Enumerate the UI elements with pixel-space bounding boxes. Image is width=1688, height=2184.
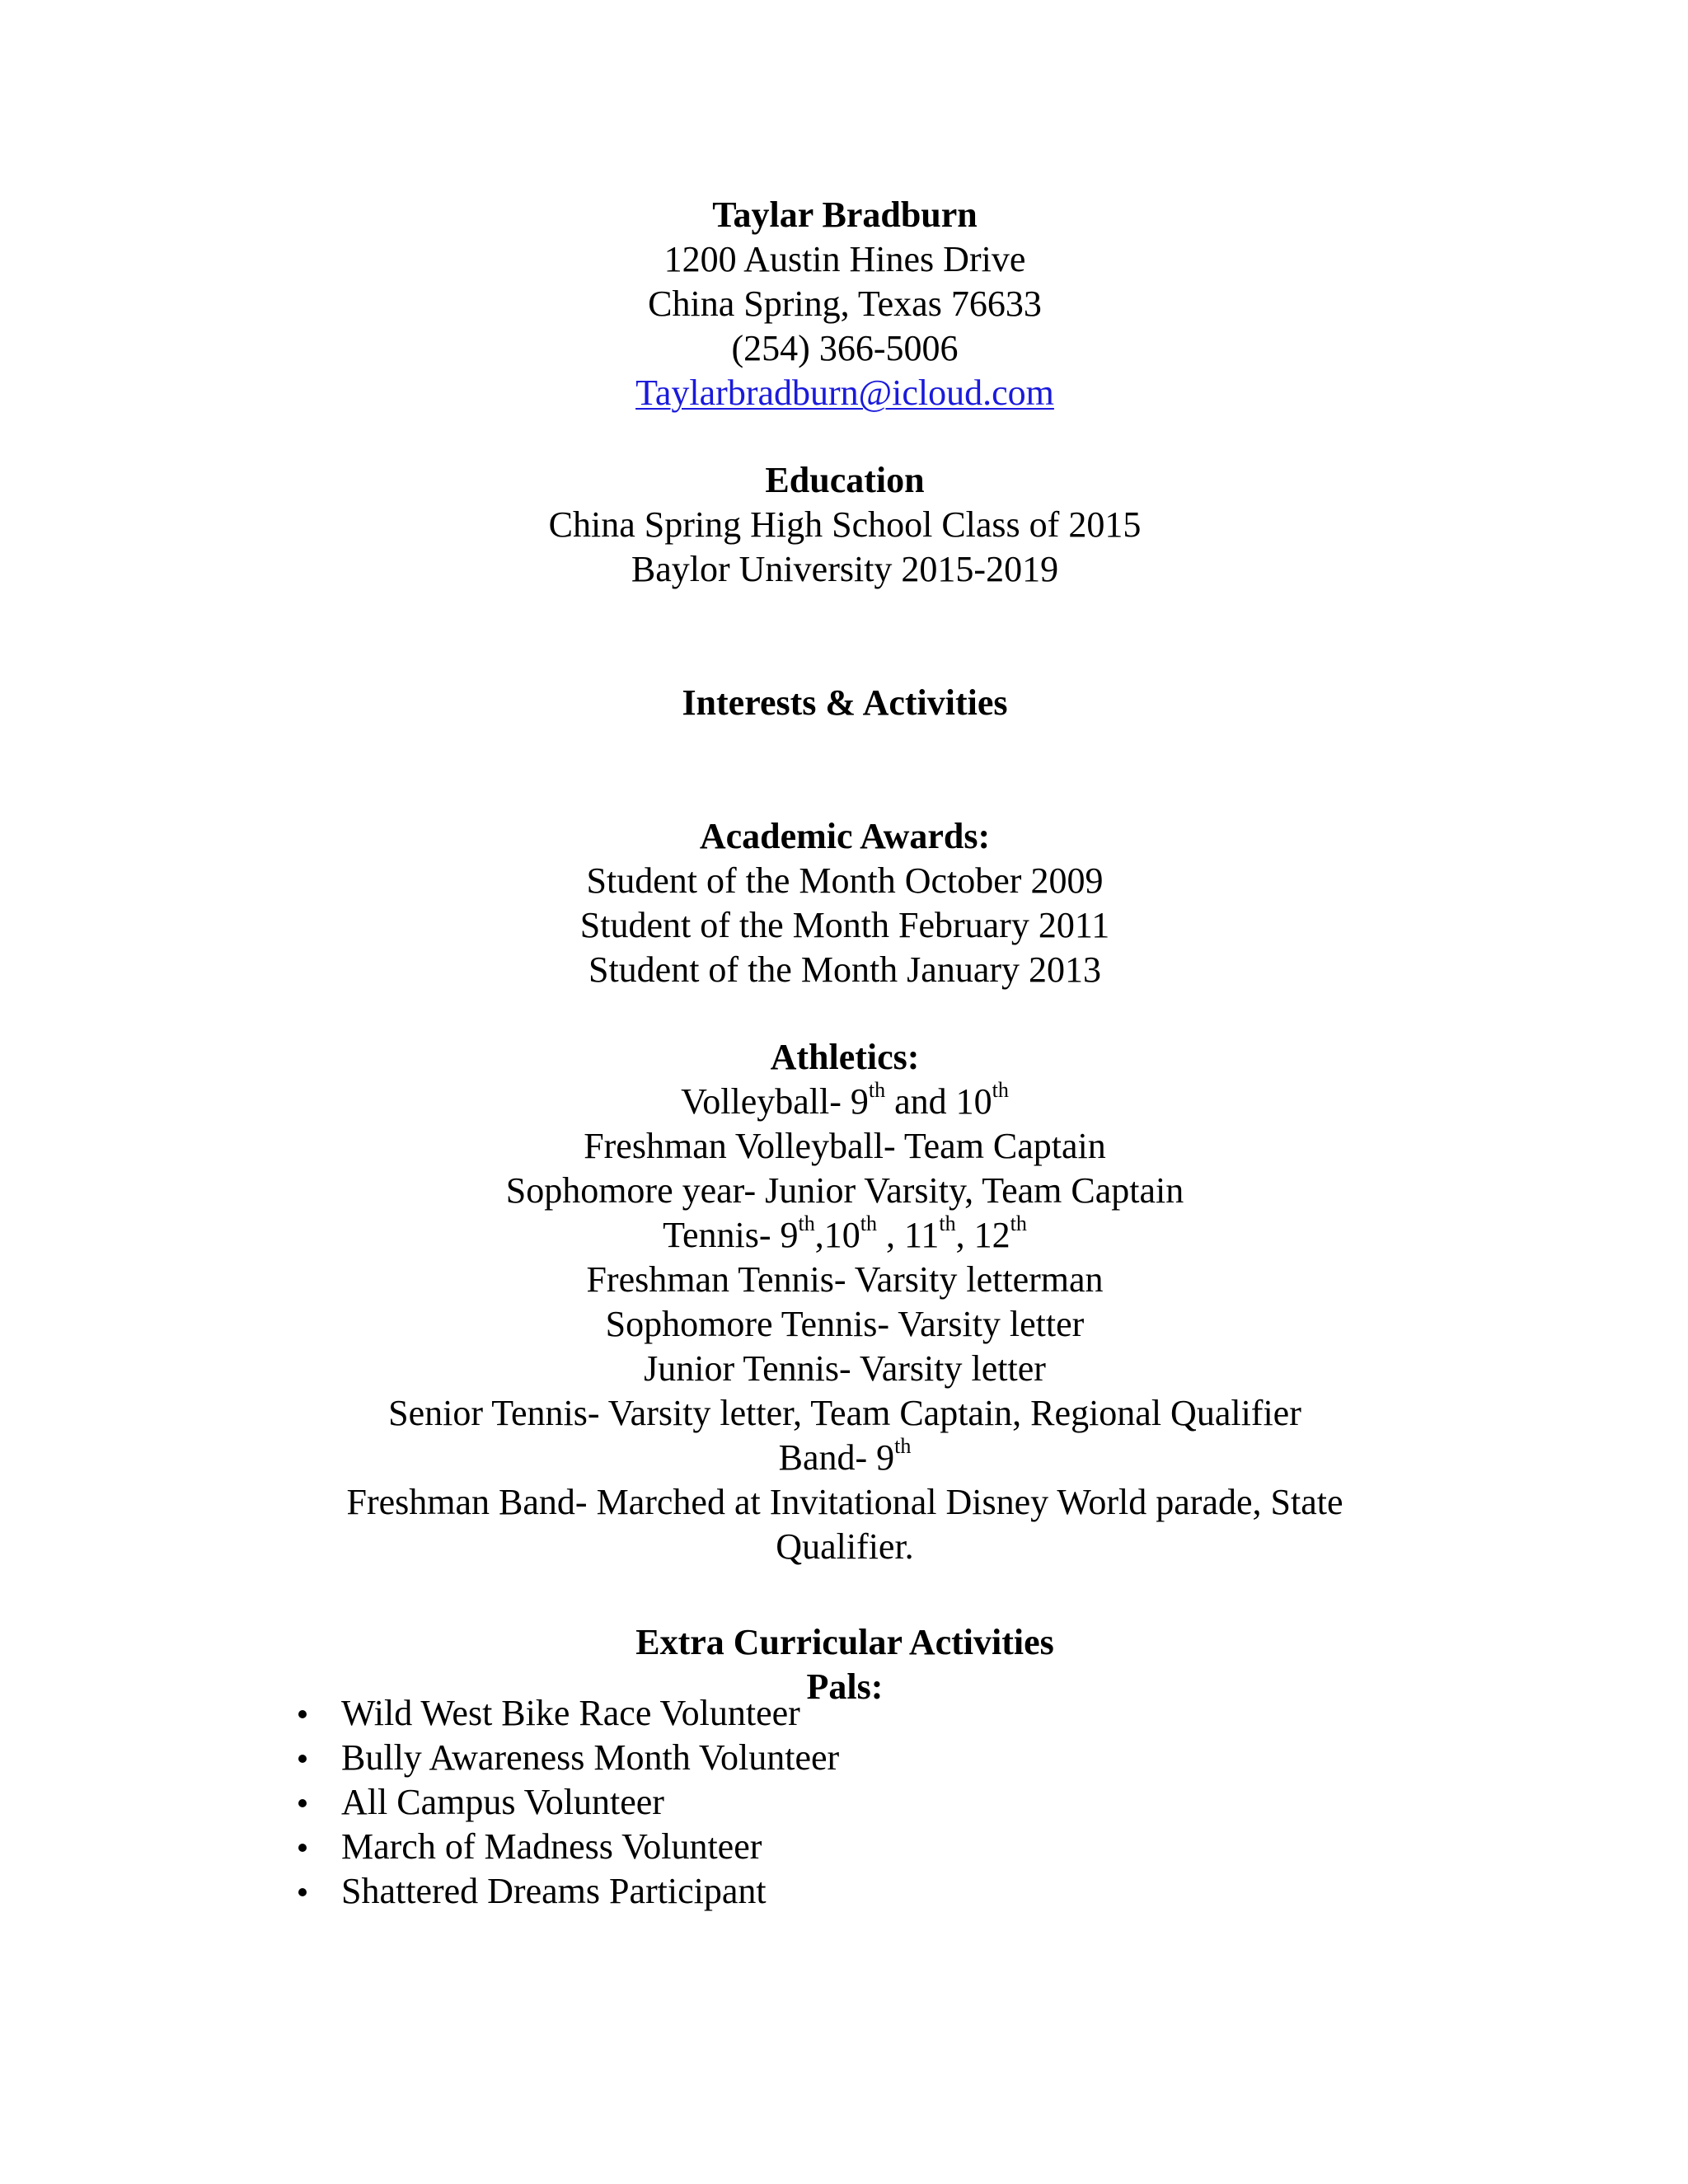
bullet-icon	[298, 1710, 307, 1718]
education-section	[280, 458, 1409, 592]
athletics-section	[280, 1035, 1409, 1480]
athletics-heading: Athletics:	[770, 1037, 920, 1077]
list-item: Wild West Bike Race Volunteer	[298, 1691, 839, 1736]
junior-tennis-line: Junior Tennis- Varsity letter	[644, 1348, 1046, 1389]
volleyball-line: Volleyball- 9th and 10th	[681, 1078, 1009, 1122]
freshman-volleyball-line: Freshman Volleyball- Team Captain	[584, 1126, 1106, 1166]
resume-name: Taylar Bradburn	[712, 194, 978, 235]
list-item: All Campus Volunteer	[298, 1780, 839, 1825]
freshman-tennis-line: Freshman Tennis- Varsity letterman	[586, 1259, 1104, 1300]
sophomore-year-line: Sophomore year- Junior Varsity, Team Captain	[505, 1170, 1184, 1211]
bullet-icon	[298, 1888, 307, 1896]
address-line: 1200 Austin Hines Drive	[663, 239, 1026, 279]
sophomore-tennis-line: Sophomore Tennis- Varsity letter	[605, 1304, 1085, 1344]
pals-list	[298, 1691, 839, 1914]
list-item: Bully Awareness Month Volunteer	[298, 1736, 839, 1780]
list-item: Shattered Dreams Participant	[298, 1869, 839, 1914]
education-heading: Education	[765, 460, 925, 500]
education-item: Baylor University 2015-2019	[631, 549, 1059, 589]
contact-block	[280, 193, 1409, 415]
academic-award-item: Student of the Month October 2009	[586, 860, 1104, 901]
academic-award-item: Student of the Month January 2013	[588, 949, 1102, 990]
bullet-icon	[298, 1755, 307, 1763]
freshman-band-line: Freshman Band- Marched at Invitational Disney World parade, State Qualifier.	[346, 1482, 1343, 1567]
tennis-line: Tennis- 9th,10th , 11th, 12th	[663, 1212, 1027, 1255]
city-state-zip: China Spring, Texas 76633	[648, 284, 1042, 324]
list-item: March of Madness Volunteer	[298, 1825, 839, 1869]
email-link[interactable]: Taylarbradburn@icloud.com	[635, 373, 1054, 413]
pals-subheading: Pals:	[806, 1666, 884, 1707]
bullet-icon	[298, 1844, 307, 1852]
academic-award-item: Student of the Month February 2011	[579, 905, 1110, 945]
education-item: China Spring High School Class of 2015	[548, 504, 1142, 545]
interests-heading: Interests & Activities	[682, 682, 1008, 723]
band-line: Band- 9th	[778, 1434, 912, 1478]
freshman-band-block	[297, 1480, 1393, 1569]
interests-section	[280, 681, 1409, 725]
academic-awards-heading: Academic Awards:	[699, 816, 991, 856]
academic-awards-section	[280, 814, 1409, 992]
bullet-icon	[298, 1799, 307, 1807]
extracurricular-heading: Extra Curricular Activities	[635, 1622, 1054, 1662]
senior-tennis-line: Senior Tennis- Varsity letter, Team Captain, Regional Qualifier	[388, 1393, 1301, 1433]
phone-number: (254) 366-5006	[731, 328, 959, 368]
